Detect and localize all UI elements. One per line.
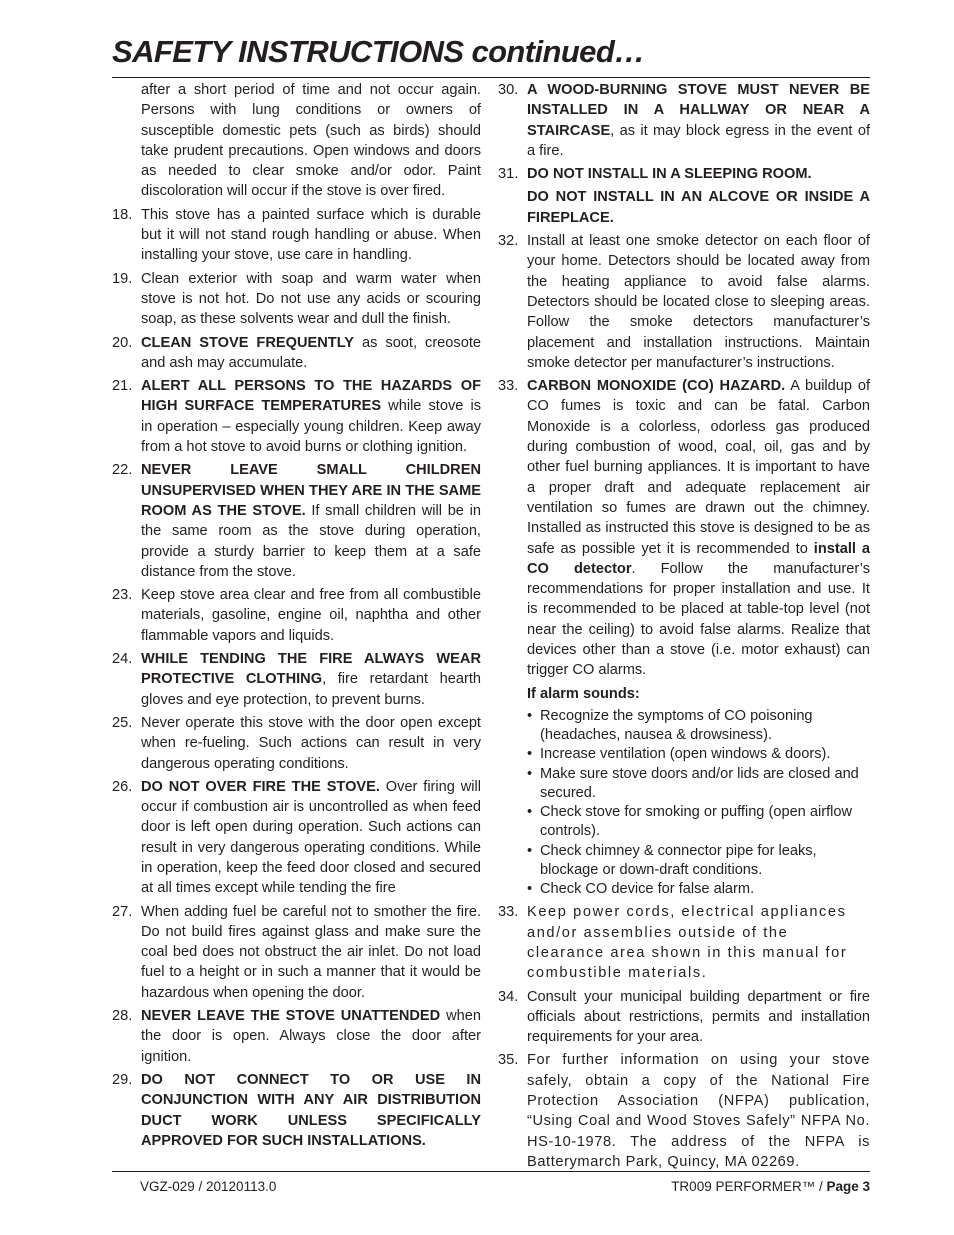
item-number: 33. [498,904,519,921]
item-text: A buildup of CO fumes is toxic and can be fatal. Carbon Monoxide is a colorless, odorless gas produced during combustion of wood, coal, oil, gas and by other fuel burning appliances. It is important to have a proper draft and adequate replacement air ventilation so fumes are drawn out the chimney. Installed as instructed this stove is designed to be as safe as possible yet it is recommended to [527,378,871,557]
item-bold-text: NEVER LEAVE THE STOVE UNATTENDED [141,1008,441,1025]
item-bold-text: WHILE TENDING THE FIRE ALWAYS WEAR PROTECTIVE CLOTHING [141,651,481,688]
item-bold-text-2: DO NOT INSTALL IN AN ALCOVE OR INSIDE A FIREPLACE. [527,189,870,226]
list-item-23 [112,585,481,646]
list-item-30 [498,80,870,161]
item-text: when the door is open. Always close the door after ignition. [141,1008,481,1065]
list-item-28 [112,1006,481,1067]
item-text: , as it may block egress in the event of a fire. [527,122,870,159]
list-item-19 [112,269,481,330]
item-text: Clean exterior with soap and warm water when stove is not hot. Do not use any acids or scouring soap, as these solvents wear and dull the finish. [141,270,481,328]
footer-divider [112,1171,870,1172]
item-number: 31. [498,166,519,183]
list-item-27 [112,902,481,1003]
list-item-33b [498,902,870,983]
item-number: 26. [112,778,133,795]
list-item-20 [112,333,481,374]
item-number: 22. [112,462,133,479]
item-bold-inline: install a CO detector [527,540,870,577]
item-number: 33. [498,378,519,395]
item-text: , fire retardant hearth gloves and eye protection, to prevent burns. [141,671,481,708]
item-number: 20. [112,334,133,351]
item-number: 27. [112,903,133,920]
bullet-icon: • [527,881,533,898]
item-bold-text: DO NOT INSTALL IN A SLEEPING ROOM. [527,166,812,183]
item-bold-text: CARBON MONOXIDE (CO) HAZARD. [527,378,786,395]
alarm-heading: If alarm sounds: [527,685,640,702]
footer-page-info [671,1179,870,1194]
item-bold-text: CLEAN STOVE FREQUENTLY [141,334,355,351]
item-text: When adding fuel be careful not to smother the fire. Do not build fires against glass and make sure the coal bed does not obstruct the air inlet. Do not load fuel to a height or in such a manner that it would be hazardous when opening the door. [141,903,481,1001]
item-text: after a short period of time and not occur again. Persons with lung conditions or owners of susceptible domestic pets (such as birds) should take prudent precautions. Open windows and doors as needed to clear smoke and/or odor. Paint discoloration will occur if the stove is over fired. [141,82,481,200]
item-bold-text: DO NOT OVER FIRE THE STOVE. [141,778,380,795]
item-number: 19. [112,270,133,287]
bullet-icon: • [527,842,533,859]
item-number: 32. [498,233,519,250]
item-text: Install at least one smoke detector on each floor of your home. Detectors should be located away from the heating appliance to avoid false alarms. Detectors should be located close to sleeping areas. Follow the smoke detectors manufacturer’s placement and installation instructions. Maintain smoke detector per manufacturer’s instructions. [527,233,870,371]
item-number: 23. [112,587,133,604]
item-bold-text: ALERT ALL PERSONS TO THE HAZARDS OF HIGH SURFACE TEMPERATURES [141,378,481,415]
footer-product: TR009 PERFORMER™ / [671,1179,827,1194]
left-column [112,80,481,1154]
item-text: Consult your municipal building department or fire officials about restrictions, permits and installation requirements for your area. [527,988,870,1046]
item-number: 29. [112,1071,133,1088]
list-item-22 [112,460,481,582]
list-item-26 [112,777,481,899]
list-item-31 [498,164,870,228]
alarm-bullet-list [527,707,870,900]
bullet-item: • Check CO device for false alarm. [527,881,755,898]
item-bold-text: A WOOD-BURNING STOVE MUST NEVER BE INSTALLED IN A HALLWAY OR NEAR A STAIRCASE [527,82,870,139]
bullet-item: • Check stove for smoking or puffing (open airflow controls). [527,804,853,840]
list-item-24 [112,649,481,710]
item-text: Over firing will occur if combustion air is uncontrolled as when feed door is left open during operation. Such actions can result in very dangerous operating conditions. While in operation, keep the feed door closed and secured at all times except while tending the fire [141,778,482,897]
list-item-35 [498,1050,870,1172]
item-bold-text: NEVER LEAVE SMALL CHILDREN UNSUPERVISED WHEN THEY ARE IN THE SAME ROOM AS THE STOVE. [141,462,481,519]
item-number: 28. [112,1008,133,1025]
list-item-32 [498,231,870,373]
footer-page-number: Page 3 [826,1179,870,1194]
bullet-icon: • [527,707,533,724]
item-text-2: . Follow the manufacturer’s recommendations for proper installation and use. It is recommended to be placed at table-top level (not near the ceiling) to avoid false alarms. Realize that devices other than a stove (i.e. motor exhaust) can trigger CO alarms. [527,560,870,679]
item-text: Never operate this stove with the door open except when re-fueling. Such actions can result in very dangerous operating conditions. [141,714,481,772]
item-text: This stove has a painted surface which is durable but it will not stand rough handling or abuse. When installing your stove, use care in handling. [141,206,481,264]
item-number: 30. [498,82,519,98]
item-text: as soot, creosote and ash may accumulate. [141,334,481,371]
bullet-item: • Recognize the symptoms of CO poisoning (headaches, nausea & drowsiness). [527,707,813,743]
header-divider [112,77,870,78]
list-item-29 [112,1070,481,1151]
item-text: Keep stove area clear and free from all combustible materials, gasoline, engine oil, naphtha and other flammable vapors and liquids. [141,587,481,644]
bullet-icon: • [527,746,533,763]
item-text: Keep power cords, electrical appliances and/or assemblies outside of the clearance area shown in this manual for combustible materials. [527,904,848,982]
item-text: while stove is in operation – especially young children. Keep away from a hot stove to avoid burns or clothing ignition. [141,398,481,456]
page-title: SAFETY INSTRUCTIONS continued… [112,34,645,69]
list-item-33 [498,376,870,680]
bullet-icon: • [527,804,533,821]
item-bold-text: DO NOT CONNECT TO OR USE IN CONJUNCTION WITH ANY AIR DISTRIBUTION DUCT WORK UNLESS SPECIFICALLY APPROVED FOR SUCH INSTALLATIONS. [141,1071,481,1149]
item-number: 34. [498,988,519,1005]
bullet-item: • Make sure stove doors and/or lids are closed and secured. [527,765,859,801]
list-item-17-continued [112,80,481,202]
item-number: 35. [498,1052,519,1069]
list-item-25 [112,713,481,774]
footer-doc-code: VGZ-029 / 20120113.0 [140,1179,277,1194]
item-text: For further information on using your stove safely, obtain a copy of the National Fire Protection Association (NFPA) publication, “Using Coal and Wood Stoves Safely” NFPA No. HS-10-1978. The address of the NFPA is Batterymarch Park, Quincy, MA 02269. [527,1052,870,1170]
list-item-18 [112,205,481,266]
right-column [498,80,870,1175]
item-text: If small children will be in the same room as the stove during operation, provide a sturdy barrier to keep them at a safe distance from the stove. [141,502,481,580]
bullet-item: • Increase ventilation (open windows & doors). [527,746,831,763]
list-item-34 [498,987,870,1048]
item-number: 21. [112,378,133,395]
bullet-icon: • [527,765,533,782]
list-item-21 [112,376,481,457]
item-number: 24. [112,651,133,668]
item-number: 25. [112,714,133,731]
item-number: 18. [112,206,133,223]
bullet-item: • Check chimney & connector pipe for leaks, blockage or down-draft conditions. [527,842,817,878]
